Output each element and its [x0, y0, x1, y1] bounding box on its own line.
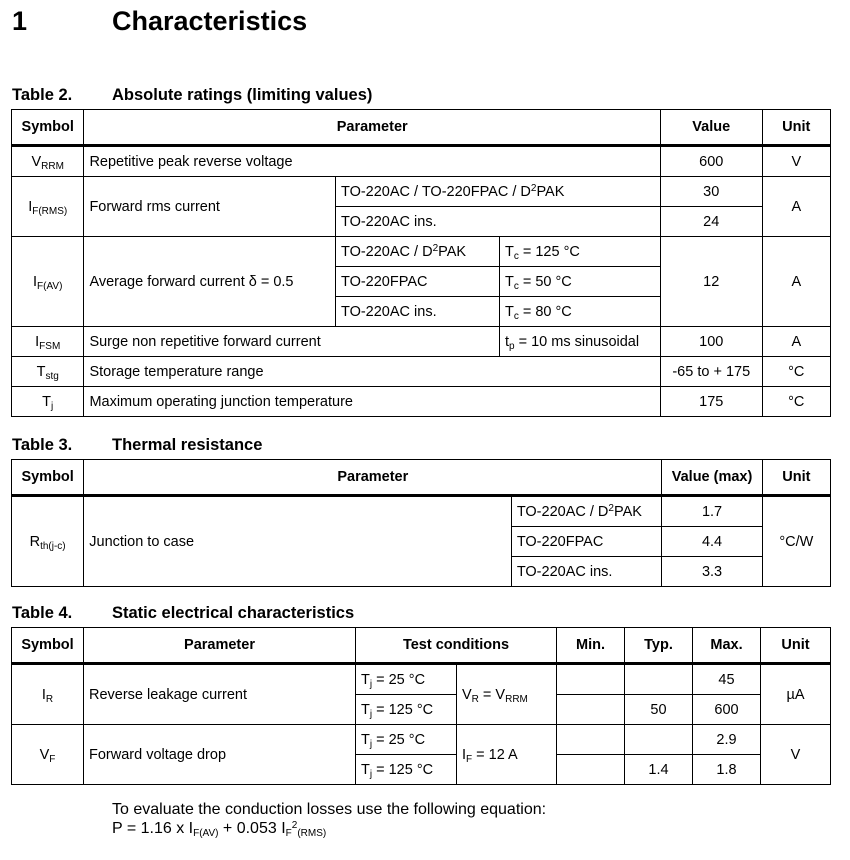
value-cell: 1.7 — [662, 496, 762, 527]
condition-cell: $T_j = 125$ °C — [356, 695, 457, 725]
table-row — [12, 664, 831, 695]
header-symbol: Symbol — [12, 460, 84, 496]
table-row — [12, 725, 831, 755]
table4-header-row — [12, 628, 831, 664]
table3-title: Thermal resistance — [112, 436, 263, 454]
symbol-cell: $V_F$ — [12, 725, 84, 785]
table-row — [12, 177, 831, 207]
section-heading — [12, 6, 307, 37]
value-cell: 100 — [660, 327, 762, 357]
table3-caption — [12, 436, 262, 455]
symbol-cell: $I_{F(RMS)}$ — [12, 177, 84, 237]
header-value: Value (max) — [662, 460, 762, 496]
table-row — [12, 237, 831, 267]
symbol-cell: $I_R$ — [12, 664, 84, 725]
section-number: 1 — [12, 6, 28, 36]
parameter-cell: Reverse leakage current — [84, 664, 356, 725]
package-cell: TO-220AC ins. — [335, 207, 660, 237]
header-symbol: Symbol — [12, 110, 84, 146]
table-row — [12, 496, 831, 527]
min-cell — [557, 725, 625, 755]
header-unit: Unit — [762, 110, 830, 146]
unit-cell: A — [762, 177, 830, 237]
table-row — [12, 327, 831, 357]
condition-cell: $T_j = 25$ °C — [356, 725, 457, 755]
note-text: To evaluate the conduction losses use the following equation: — [112, 801, 547, 818]
header-parameter: Parameter — [84, 110, 661, 146]
package-cell: $TO-220AC / D^2PAK$ — [511, 496, 662, 527]
condition-cell: $t_p = 10$ ms sinusoidal — [499, 327, 660, 357]
header-symbol: Symbol — [12, 628, 84, 664]
condition-cell: $T_j = 125$ °C — [356, 755, 457, 785]
parameter-cell: Repetitive peak reverse voltage — [84, 146, 661, 177]
table3-header-row — [12, 460, 831, 496]
header-parameter: Parameter — [84, 628, 356, 664]
table-row — [12, 357, 831, 387]
min-cell — [557, 695, 625, 725]
condition-cell: $T_c = 80$ °C — [499, 297, 660, 327]
table-row — [12, 387, 831, 417]
max-cell: 45 — [693, 664, 761, 695]
max-cell: 1.8 — [693, 755, 761, 785]
unit-cell: °C — [762, 357, 830, 387]
parameter-cell: Storage temperature range — [84, 357, 661, 387]
table-row — [12, 146, 831, 177]
condition-cell: $T_c = 50$ °C — [499, 267, 660, 297]
table3 — [11, 459, 831, 587]
header-max: Max. — [693, 628, 761, 664]
symbol-cell: $T_{stg}$ — [12, 357, 84, 387]
parameter-cell: Surge non repetitive forward current — [84, 327, 500, 357]
table2 — [11, 109, 831, 417]
symbol-cell: $T_j$ — [12, 387, 84, 417]
package-cell: TO-220FPAC — [335, 267, 499, 297]
table2-label: Table 2. — [12, 86, 73, 104]
package-cell: TO-220AC / TO-220FPAC / $D^2PAK$ — [335, 177, 660, 207]
table3-label: Table 3. — [12, 436, 73, 454]
parameter-cell: Forward voltage drop — [84, 725, 356, 785]
table4-label: Table 4. — [12, 604, 73, 622]
unit-cell: A — [762, 237, 830, 327]
table2-caption — [12, 86, 372, 105]
package-cell: TO-220FPAC — [511, 527, 662, 557]
header-parameter: Parameter — [84, 460, 662, 496]
parameter-cell: Forward rms current — [84, 177, 336, 237]
header-value: Value — [660, 110, 762, 146]
header-typ: Typ. — [625, 628, 693, 664]
note-equation: P = 1.16 x $I_{F(AV)} + 0.053$ $I_F^2_{(RMS)}$ — [112, 820, 327, 839]
unit-cell: °C — [762, 387, 830, 417]
unit-cell: µA — [761, 664, 831, 725]
header-unit: Unit — [761, 628, 831, 664]
typ-cell: 50 — [625, 695, 693, 725]
table2-title: Absolute ratings (limiting values) — [112, 86, 373, 104]
condition-cell: $V_R = V_{RRM}$ — [457, 664, 557, 725]
symbol-cell: $R_{th(j-c)}$ — [12, 496, 84, 587]
max-cell: 2.9 — [693, 725, 761, 755]
table4 — [11, 627, 831, 785]
unit-cell: V — [761, 725, 831, 785]
symbol-cell: $V_{RRM}$ — [12, 146, 84, 177]
typ-cell: 1.4 — [625, 755, 693, 785]
header-unit: Unit — [762, 460, 830, 496]
table4-caption — [12, 604, 354, 623]
condition-cell: $T_c = 125$ °C — [499, 237, 660, 267]
package-cell: TO-220AC ins. — [511, 557, 662, 587]
symbol-cell: $I_{FSM}$ — [12, 327, 84, 357]
table2-header-row — [12, 110, 831, 146]
min-cell — [557, 755, 625, 785]
unit-cell: °C/W — [762, 496, 830, 587]
parameter-cell: Average forward current δ = 0.5 — [84, 237, 336, 327]
value-cell: 175 — [660, 387, 762, 417]
package-cell: TO-220AC ins. — [335, 297, 499, 327]
package-cell: $TO-220AC / D^2PAK$ — [335, 237, 499, 267]
min-cell — [557, 664, 625, 695]
unit-cell: V — [762, 146, 830, 177]
max-cell: 600 — [693, 695, 761, 725]
condition-cell: $T_j = 25$ °C — [356, 664, 457, 695]
value-cell: 12 — [660, 237, 762, 327]
unit-cell: A — [762, 327, 830, 357]
typ-cell — [625, 664, 693, 695]
conduction-loss-note — [112, 800, 546, 838]
parameter-cell: Maximum operating junction temperature — [84, 387, 661, 417]
parameter-cell: Junction to case — [84, 496, 512, 587]
value-cell: 600 — [660, 146, 762, 177]
table4-title: Static electrical characteristics — [112, 604, 355, 622]
section-title: Characteristics — [112, 6, 308, 36]
value-cell: 30 — [660, 177, 762, 207]
typ-cell — [625, 725, 693, 755]
value-cell: 4.4 — [662, 527, 762, 557]
symbol-cell: $I_{F(AV)}$ — [12, 237, 84, 327]
header-test-conditions: Test conditions — [356, 628, 557, 664]
value-cell: 3.3 — [662, 557, 762, 587]
header-min: Min. — [557, 628, 625, 664]
condition-cell: $I_F = 12$ A — [457, 725, 557, 785]
value-cell: -65 to + 175 — [660, 357, 762, 387]
value-cell: 24 — [660, 207, 762, 237]
